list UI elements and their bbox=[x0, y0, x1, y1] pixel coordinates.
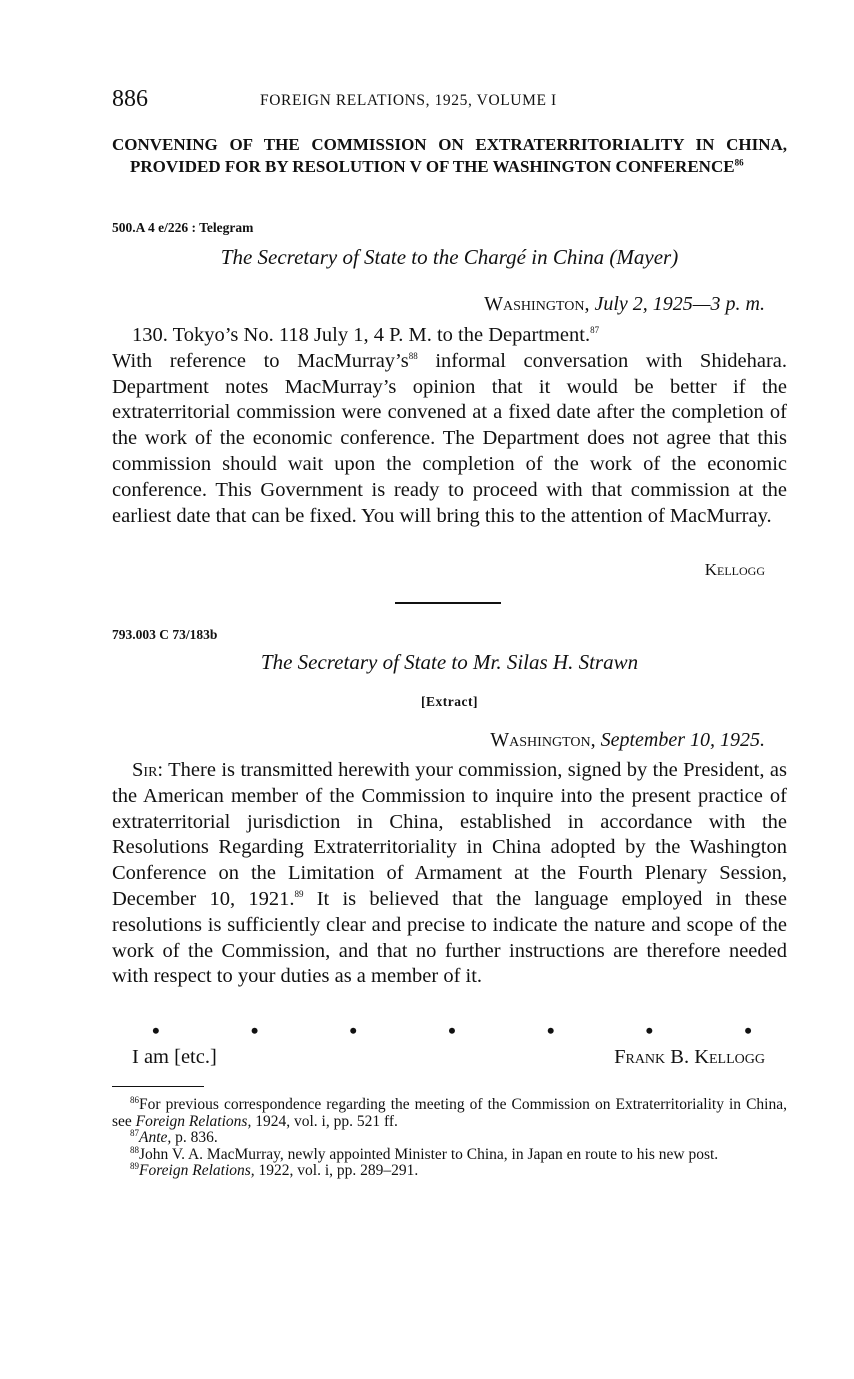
section-title-text: CONVENING OF THE COMMISSION ON EXTRATERRITORIALITY IN CHINA, PROVIDED FOR BY RESOLUTION V OF THE WASHINGTON CONFERENCE bbox=[112, 135, 787, 176]
letter-body-text-a: There is transmitted herewith your commission, signed by the President, as the American member of the Commission to inquire into the present practice of extraterritorial jurisdiction in China, established in accordance with the Resolutions Regarding Extraterritoriality in China adopted by the Washington Conference on the Limitation of Armament at the Fourth Plenary Session, December 10, 1921. bbox=[112, 759, 787, 910]
ellipsis-dot: • bbox=[152, 1018, 160, 1043]
telegram-para-2 bbox=[112, 349, 787, 530]
ellipsis-dot: • bbox=[349, 1018, 358, 1043]
dateline-date-2: September 10, 1925. bbox=[600, 729, 765, 751]
footnote-87-italic: Ante, bbox=[139, 1129, 172, 1146]
telegram-para-2-text-a: With reference to MacMurray’s bbox=[112, 349, 409, 372]
footnote-88 bbox=[112, 1144, 787, 1164]
telegram-para-1-text: 130. Tokyo’s No. 118 July 1, 4 P. M. to the Department. bbox=[132, 324, 591, 346]
footnote-86-italic: Foreign Relations, bbox=[135, 1112, 252, 1130]
footnote-87 bbox=[112, 1127, 787, 1147]
footnote-number-86: 86 bbox=[130, 1094, 139, 1105]
telegram-para-2-text-b: informal conversation with Shidehara. Department notes MacMurray’s opinion that it would be better if the extraterritorial commission were convened at a fixed date after the completion of the work of the economic conference. The Department does not agree that this commission should wait upon the completion of the work of the economic conference. This Government is ready to proceed with that commission at the earliest date that can be fixed. You will bring this to the attention of MacMurray. bbox=[112, 349, 788, 527]
document-heading-2: The Secretary of State to Mr. Silas H. Strawn bbox=[260, 650, 639, 674]
footnote-rule bbox=[112, 1086, 204, 1087]
running-title: FOREIGN RELATIONS, 1925, VOLUME I bbox=[260, 92, 557, 109]
footnote-88-text: John V. A. MacMurray, newly appointed Minister to China, in Japan en route to his new post. bbox=[139, 1145, 719, 1163]
section-divider bbox=[395, 602, 501, 604]
signature-1: Kellogg bbox=[704, 560, 765, 579]
letter-paragraph bbox=[112, 758, 787, 990]
footnote-89-text: 1922, vol. i, pp. 289–291. bbox=[258, 1162, 419, 1179]
file-reference-1: 500.A 4 e/226 : Telegram bbox=[112, 220, 254, 235]
document-heading-1: The Secretary of State to the Chargé in China (Mayer) bbox=[220, 245, 679, 269]
footnote-86-text-a: For previous correspondence regarding the meeting of the Commission on Extraterritoriality in China, see bbox=[112, 1096, 787, 1130]
ellipsis-dot: • bbox=[645, 1018, 654, 1043]
running-head bbox=[112, 86, 787, 120]
footnote-ref-89: 89 bbox=[294, 889, 304, 900]
file-reference-2: 793.003 C 73/183b bbox=[112, 627, 218, 642]
footnote-89 bbox=[112, 1160, 787, 1180]
footnote-ref-86: 86 bbox=[734, 157, 744, 168]
dateline-place-2: Washington, bbox=[490, 729, 596, 751]
footnotes bbox=[112, 1094, 787, 1180]
telegram-body bbox=[112, 323, 787, 529]
footnote-number-88: 88 bbox=[130, 1144, 139, 1155]
ellipsis-dot: • bbox=[744, 1018, 752, 1043]
dateline-2 bbox=[490, 729, 765, 752]
footnote-ref-87: 87 bbox=[590, 325, 600, 336]
closing: I am [etc.] bbox=[132, 1046, 217, 1068]
footnote-86 bbox=[112, 1094, 787, 1130]
telegram-para-1 bbox=[112, 323, 787, 349]
ellipsis-dot: • bbox=[546, 1018, 555, 1043]
ellipsis-dot: • bbox=[448, 1018, 456, 1043]
footnote-87-text: p. 836. bbox=[175, 1129, 218, 1146]
footnote-number-87: 87 bbox=[130, 1127, 139, 1138]
extract-label: [Extract] bbox=[421, 694, 478, 709]
footnote-86-text-b: 1924, vol. i, pp. 521 ff. bbox=[255, 1112, 398, 1130]
ellipsis-dot: • bbox=[250, 1018, 259, 1043]
letter-body bbox=[112, 758, 787, 990]
section-title bbox=[112, 134, 787, 178]
omission-ellipsis bbox=[152, 1018, 752, 1044]
footnote-ref-88: 88 bbox=[408, 350, 418, 361]
page-number: 886 bbox=[112, 86, 148, 112]
salutation: Sir: bbox=[132, 759, 164, 781]
signature-2: Frank B. Kellogg bbox=[614, 1046, 765, 1068]
footnote-number-89: 89 bbox=[130, 1160, 139, 1171]
dateline-place-1: Washington, bbox=[484, 293, 590, 315]
footnote-89-italic: Foreign Relations, bbox=[139, 1162, 255, 1179]
dateline-date-1: July 2, 1925—3 p. m. bbox=[594, 293, 765, 315]
dateline-1 bbox=[484, 293, 765, 316]
letter-body-text-b: It is believed that the language employed in these resolutions is sufficiently clear and precise to indicate the nature and scope of the work of the Commission, and that no further instructions are therefore needed with respect to your duties as a member of it. bbox=[112, 887, 787, 988]
